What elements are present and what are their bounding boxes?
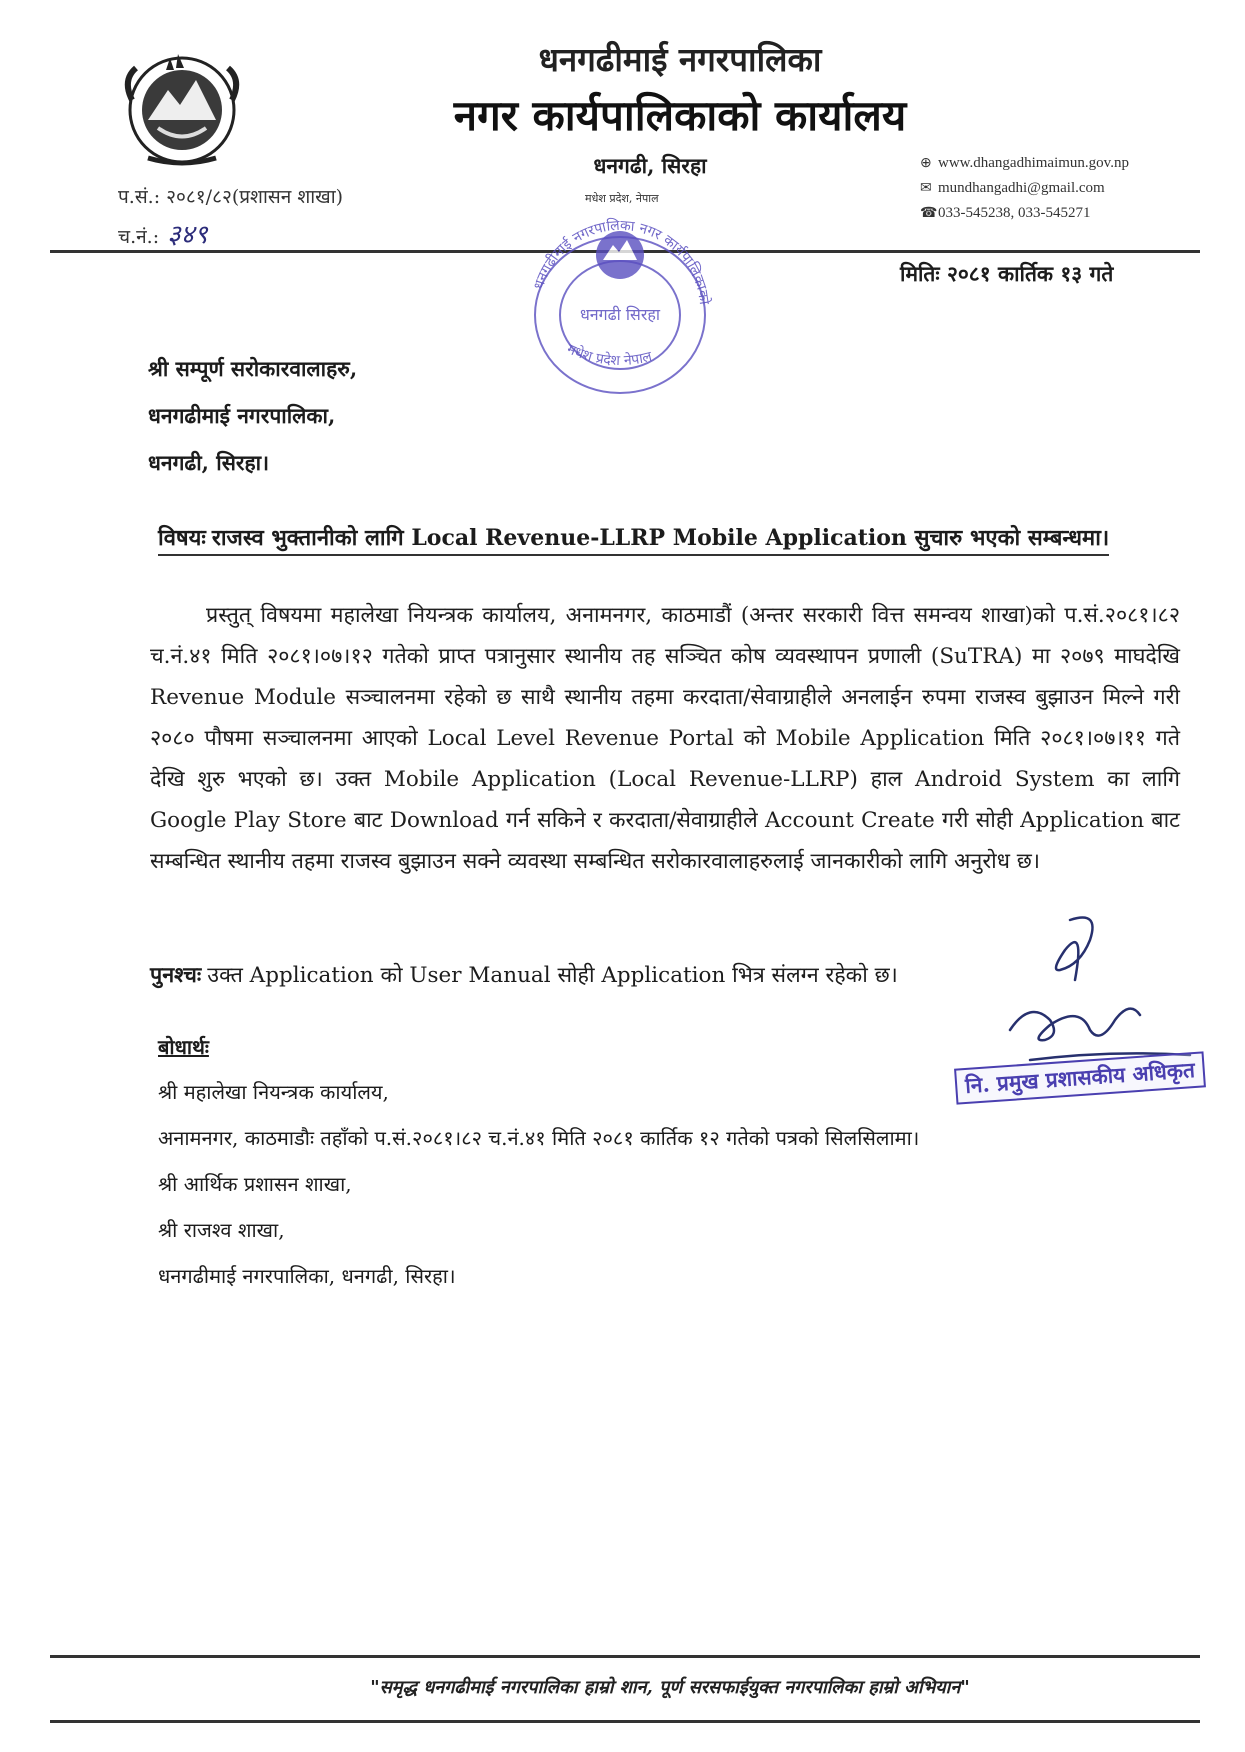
footer-divider-top bbox=[50, 1655, 1200, 1658]
cc-line: श्री राजश्व शाखा, bbox=[158, 1218, 285, 1242]
addressee-line: धनगढी, सिरहा। bbox=[148, 450, 270, 475]
email-text: mundhangadhi@gmail.com bbox=[938, 180, 1105, 196]
subject-text: राजस्व भुक्तानीको लागि Local Revenue-LLRP Mobile Application सुचारु भएको सम्बन्धमा। bbox=[211, 525, 1110, 551]
mail-icon: ✉ bbox=[920, 181, 932, 196]
dispatch-number bbox=[118, 215, 208, 251]
reference-number: प.सं.: २०८१/८२(प्रशासन शाखा) bbox=[118, 186, 344, 208]
contact-email bbox=[920, 180, 1105, 197]
cc-line: श्री आर्थिक प्रशासन शाखा, bbox=[158, 1172, 352, 1196]
office-name: नगर कार्यपालिकाको कार्यालय bbox=[453, 91, 907, 140]
dispatch-label: च.नं.: bbox=[118, 226, 160, 248]
svg-text:मधेश प्रदेश नेपाल bbox=[564, 341, 654, 369]
cc-line: धनगढीमाई नगरपालिका, धनगढी, सिरहा। bbox=[158, 1264, 456, 1288]
contact-website bbox=[920, 155, 1129, 172]
body-paragraph: प्रस्तुत् विषयमा महालेखा नियन्त्रक कार्यालय, अनामनगर, काठमाडौं (अन्तर सरकारी वित्त समन्वय शाखा)को प.सं.२०८१।८२ च.नं.४१ मिति २०८१।०७।१२ गतेको प्राप्त पत्रानुसार स्थानीय तह सञ्चित कोष व्यवस्थापन प्रणाली (SuTRA) मा २०७९ माघदेखि Revenue Module सञ्चालनमा रहेको छ साथै स्थानीय तहमा करदाता/सेवाग्राहीले अनलाईन रुपमा राजस्व बुझाउन मिल्ने गरी २०८० पौषमा सञ्चालनमा आएको Local Level Revenue Portal को Mobile Application मिति २०८१।०७।११ गते देखि शुरु भएको छ। उक्त Mobile Application (Local Revenue-LLRP) हाल Android System का लागि Google Play Store बाट Download गर्न सकिने र करदाता/सेवाग्राहीले Account Create गरी सोही Application बाट सम्बन्धित स्थानीय तहमा राजस्व बुझाउन सक्ने व्यवस्था सम्बन्धित सरोकारवालाहरुलाई जानकारीको लागि अनुरोध छ। bbox=[150, 603, 1180, 874]
seal-ring-text: धनगढीमाई नगरपालिका नगर कार्यपालिकाको bbox=[530, 217, 713, 306]
postscript-label: पुनश्चः bbox=[150, 963, 202, 988]
postscript bbox=[150, 960, 898, 989]
addressee-line: श्री सम्पूर्ण सरोकारवालाहरु, bbox=[148, 356, 358, 381]
seal-center-text: धनगढी सिरहा bbox=[579, 305, 661, 324]
website-text: www.dhangadhimaimun.gov.np bbox=[938, 155, 1129, 171]
contact-phone bbox=[920, 205, 1091, 222]
cc-heading: बोधार्थः bbox=[158, 1035, 209, 1059]
footer-slogan: "समृद्ध धनगढीमाई नगरपालिका हाम्रो शान, पूर्ण सरसफाईयुक्त नगरपालिका हाम्रो अभियान" bbox=[370, 1677, 970, 1698]
municipality-name: धनगढीमाई नगरपालिका bbox=[538, 40, 822, 79]
addressee-line: धनगढीमाई नगरपालिका, bbox=[148, 403, 336, 428]
officer-stamp: नि. प्रमुख प्रशासकीय अधिकृत bbox=[954, 1051, 1206, 1104]
cc-line: श्री महालेखा नियन्त्रक कार्यालय, bbox=[158, 1080, 389, 1104]
postscript-text: उक्त Application को User Manual सोही Application भित्र संलग्न रहेको छ। bbox=[207, 963, 898, 988]
cc-line: अनामनगर, काठमाडौः तहाँको प.सं.२०८१।८२ च.नं.४१ मिति २०८१ कार्तिक १२ गतेको पत्रको सिलसिलामा। bbox=[158, 1126, 920, 1150]
phone-text: 033-545238, 033-545271 bbox=[938, 205, 1091, 221]
office-address: धनगढी, सिरहा bbox=[593, 153, 707, 178]
subject-label: विषयः bbox=[158, 525, 206, 551]
seal-bottom-text: मधेश प्रदेश नेपाल bbox=[564, 341, 654, 370]
phone-icon: ☎ bbox=[920, 206, 938, 221]
letter-date: मितिः २०८१ कार्तिक १३ गते bbox=[900, 261, 1114, 286]
seal-emblem bbox=[596, 231, 644, 279]
footer-divider-bottom bbox=[50, 1720, 1200, 1723]
subject-line bbox=[158, 522, 1109, 556]
globe-icon: ⊕ bbox=[920, 156, 932, 171]
office-seal bbox=[505, 200, 735, 400]
nepal-emblem-icon bbox=[118, 50, 246, 168]
seal-caption: मधेश प्रदेश, नेपाल bbox=[585, 192, 659, 205]
dispatch-value: ३४९ bbox=[167, 220, 208, 250]
